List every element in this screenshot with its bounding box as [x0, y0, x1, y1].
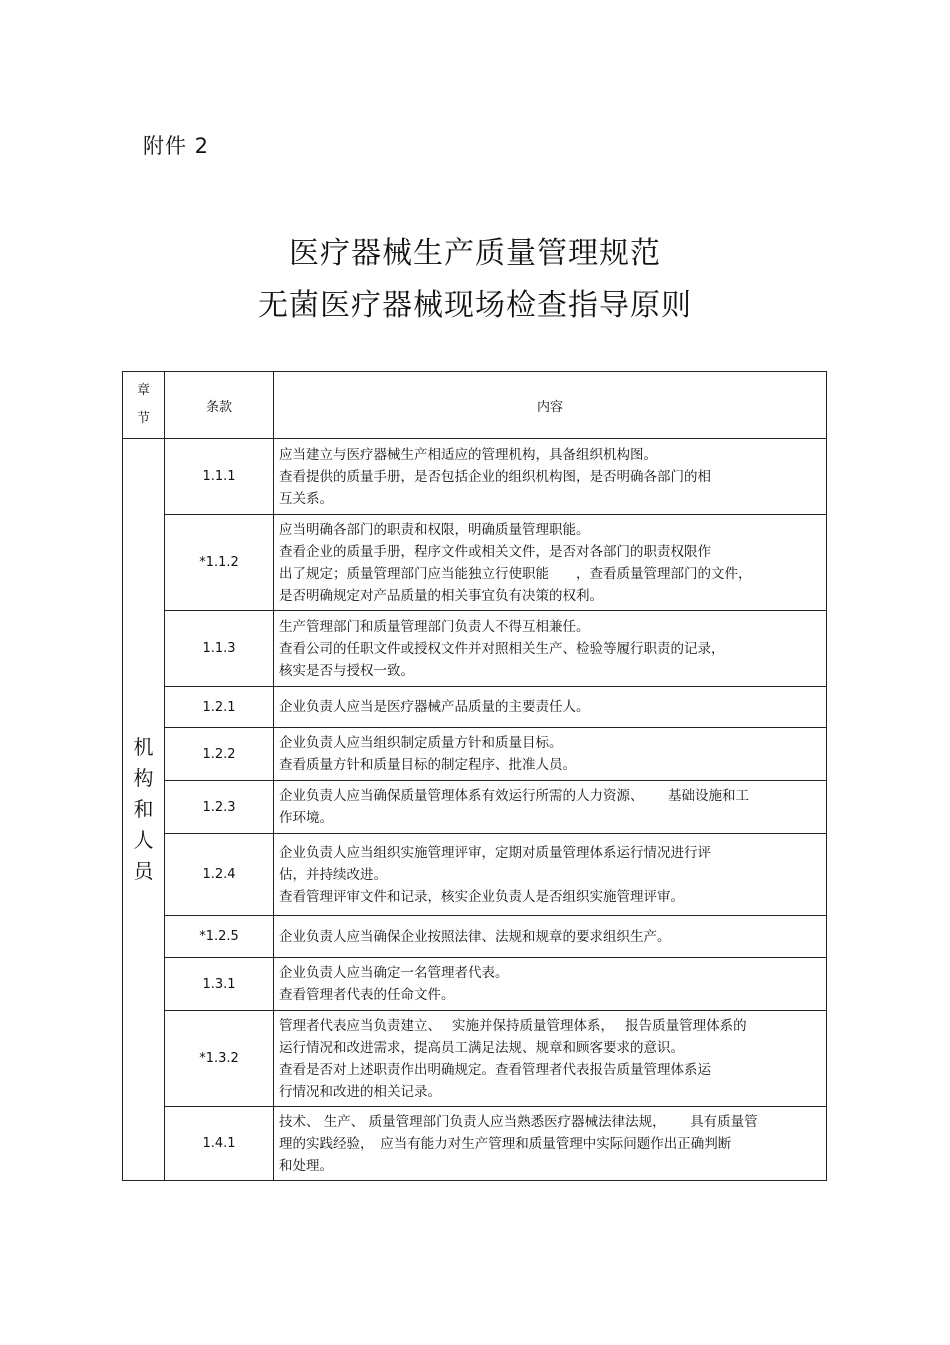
- header-chapter-top: 章: [136, 383, 150, 398]
- table-row: [123, 515, 827, 611]
- header-chapter-bottom: 节: [136, 411, 150, 426]
- clause-number: 1.1.3: [165, 611, 274, 687]
- table-row: [123, 916, 827, 958]
- section-char: 员: [133, 859, 154, 883]
- content-line: 查看提供的质量手册，是否包括企业的组织机构图，是否明确各部门的相: [279, 468, 711, 485]
- table-row: [123, 687, 827, 728]
- content-line: 行情况和改进的相关记录。: [279, 1083, 441, 1100]
- section-char: 机: [133, 735, 154, 759]
- content-line: 查看质量方针和质量目标的制定程序、批准人员。: [279, 757, 576, 773]
- content-line: 查看管理评审文件和记录，核实企业负责人是否组织实施管理评审。: [279, 888, 684, 905]
- content-line: 企业负责人应当确保质量管理体系有效运行所需的人力资源、 基础设施和工: [279, 788, 750, 804]
- header-chapter: [123, 372, 165, 439]
- clause-number: *1.3.2: [165, 1011, 274, 1107]
- content-line: 应当明确各部门的职责和权限，明确质量管理职能。: [279, 521, 590, 538]
- content-line: 是否明确规定对产品质量的相关事宜负有决策的权利。: [279, 587, 603, 604]
- table-row: [123, 439, 827, 515]
- content-line: 企业负责人应当确定一名管理者代表。: [279, 965, 509, 981]
- clause-content: [274, 916, 827, 958]
- clause-content: [274, 958, 827, 1011]
- clause-content: [274, 1107, 827, 1181]
- document-title-line-2: 无菌医疗器械现场检查指导原则: [258, 288, 692, 323]
- header-clause: 条款: [165, 372, 274, 439]
- content-line: 企业负责人应当组织实施管理评审，定期对质量管理体系运行情况进行评: [279, 844, 711, 861]
- section-char: 人: [133, 828, 154, 852]
- content-line: 应当建立与医疗器械生产相适应的管理机构，具备组织机构图。: [279, 446, 657, 463]
- clause-number: 1.3.1: [165, 958, 274, 1011]
- clause-content: [274, 1011, 827, 1107]
- content-line: 管理者代表应当负责建立、 实施并保持质量管理体系， 报告质量管理体系的: [279, 1017, 747, 1034]
- clause-content: [274, 687, 827, 728]
- content-line: 核实是否与授权一致。: [279, 662, 414, 679]
- clause-content: [274, 728, 827, 781]
- clause-number: 1.2.1: [165, 687, 274, 728]
- document-title-line-1: 医疗器械生产质量管理规范: [289, 236, 661, 271]
- content-line: 作环境。: [279, 810, 333, 826]
- content-line: 技术、 生产、 质量管理部门负责人应当熟悉医疗器械法律法规， 具有质量管: [279, 1113, 758, 1130]
- content-line: 互关系。: [279, 490, 333, 507]
- table-row: [123, 1107, 827, 1181]
- content-line: 和处理。: [279, 1157, 333, 1174]
- table-row: [123, 781, 827, 834]
- content-line: 查看是否对上述职责作出明确规定。查看管理者代表报告质量管理体系运: [279, 1061, 711, 1078]
- content-line: 查看公司的任职文件或授权文件并对照相关生产、检验等履行职责的记录，: [279, 640, 725, 657]
- content-line: 理的实践经验， 应当有能力对生产管理和质量管理中实际问题作出正确判断: [279, 1135, 732, 1152]
- clause-content: [274, 834, 827, 916]
- section-label: [123, 439, 165, 1181]
- attachment-label: 附件 2: [143, 134, 210, 158]
- content-line: 查看管理者代表的任命文件。: [279, 987, 455, 1003]
- section-char: 构: [133, 766, 154, 790]
- clause-number: *1.1.2: [165, 515, 274, 611]
- table-row: [123, 611, 827, 687]
- inspection-table: [122, 371, 827, 1181]
- clause-number: 1.2.2: [165, 728, 274, 781]
- clause-number: 1.2.4: [165, 834, 274, 916]
- table-row: [123, 958, 827, 1011]
- clause-number: 1.4.1: [165, 1107, 274, 1181]
- content-line: 查看企业的质量手册，程序文件或相关文件，是否对各部门的职责权限作: [279, 543, 711, 560]
- content-line: 企业负责人应当确保企业按照法律、法规和规章的要求组织生产。: [279, 928, 671, 945]
- section-char: 和: [133, 797, 154, 821]
- header-content: 内容: [274, 372, 827, 439]
- clause-number: 1.1.1: [165, 439, 274, 515]
- table-header-row: [123, 372, 827, 439]
- content-line: 企业负责人应当组织制定质量方针和质量目标。: [279, 735, 563, 751]
- table-row: [123, 834, 827, 916]
- clause-number: *1.2.5: [165, 916, 274, 958]
- content-line: 生产管理部门和质量管理部门负责人不得互相兼任。: [279, 618, 590, 635]
- content-line: 估，并持续改进。: [279, 866, 387, 883]
- clause-content: [274, 439, 827, 515]
- content-line: 企业负责人应当是医疗器械产品质量的主要责任人。: [279, 699, 590, 715]
- table-row: [123, 728, 827, 781]
- clause-content: [274, 781, 827, 834]
- clause-content: [274, 611, 827, 687]
- table-row: [123, 1011, 827, 1107]
- clause-content: [274, 515, 827, 611]
- content-line: 出了规定；质量管理部门应当能独立行使职能 ，查看质量管理部门的文件，: [279, 565, 752, 582]
- content-line: 运行情况和改进需求，提高员工满足法规、规章和顾客要求的意识。: [279, 1039, 684, 1056]
- clause-number: 1.2.3: [165, 781, 274, 834]
